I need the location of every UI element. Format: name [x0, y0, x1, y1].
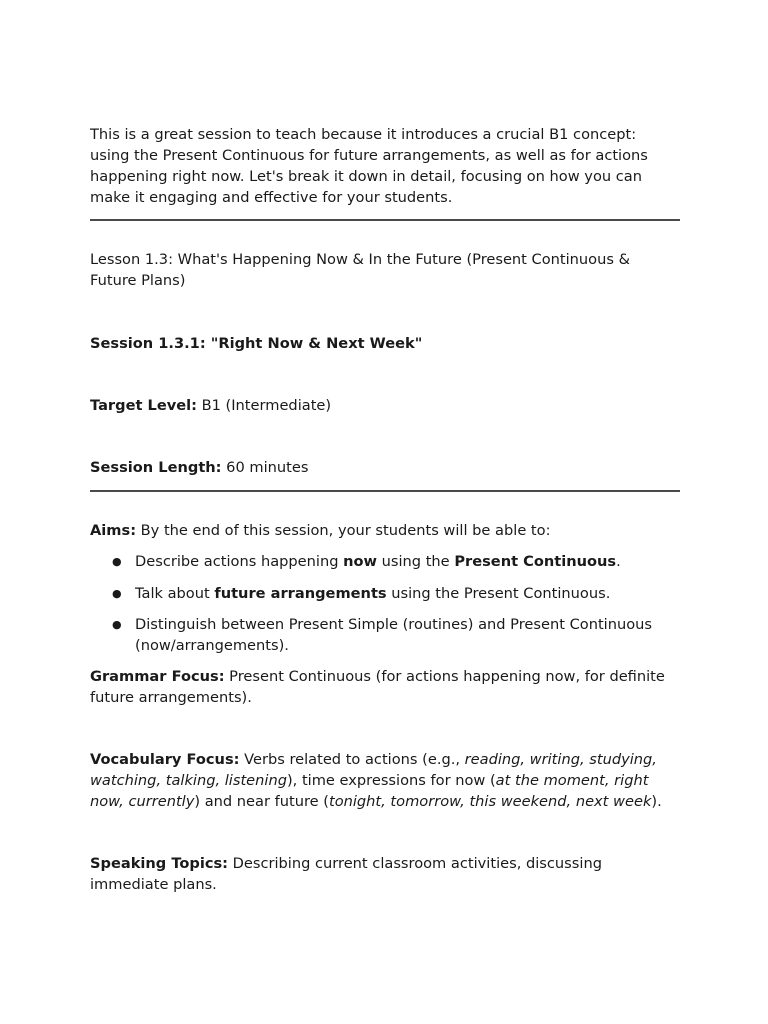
aims-text: By the end of this session, your students will be able to: — [140, 522, 551, 539]
vocab-text: Verbs related to actions (e.g., — [244, 751, 465, 768]
lesson-title: Lesson 1.3: What's Happening Now & In the Future (Present Continuous & Future Plans) — [90, 251, 630, 289]
aim-bold: Present Continuous — [454, 553, 617, 570]
vocab-text: ), time expressions for now ( — [286, 772, 496, 789]
aim-text: Describe actions happening — [135, 553, 344, 570]
aim-bold: future arrangements — [214, 585, 387, 602]
session-length-label: Session Length: — [90, 459, 222, 476]
list-item — [90, 551, 680, 572]
vocab-text: ). — [651, 793, 662, 810]
aims-list — [90, 551, 680, 656]
vocab-italic: reading, writing, studying, watching, talking, listening — [90, 751, 657, 789]
grammar-focus — [90, 666, 680, 708]
divider-1 — [90, 219, 680, 221]
target-level — [90, 395, 680, 416]
list-item — [90, 583, 680, 604]
speaking-topics-label: Speaking Topics: — [90, 855, 228, 872]
speaking-topics-value: Describing current classroom activities, discussing immediate plans. — [90, 855, 602, 893]
aim-text: using the — [377, 553, 455, 570]
vocabulary-focus — [90, 749, 680, 812]
vocabulary-focus-label: Vocabulary Focus: — [90, 751, 240, 768]
list-item — [90, 614, 680, 656]
target-level-label: Target Level: — [90, 397, 197, 414]
intro-paragraph: This is a great session to teach because it introduces a crucial B1 concept: using the Present Continuous for future arrangements, as well as for actions happening right now. Let's break it down in detail, focusing on how you can make it engaging and effective for your students. — [90, 126, 648, 206]
bullet-icon: ● — [112, 618, 122, 631]
document-body — [90, 124, 680, 895]
aim-bold: now — [343, 553, 378, 570]
session-title-text: Session 1.3.1: "Right Now & Next Week" — [90, 335, 423, 352]
aim-text: Distinguish between Present Simple (routines) and Present Continuous (now/arrangements). — [135, 616, 652, 654]
divider-2 — [90, 490, 680, 492]
aim-text: . — [616, 553, 621, 570]
session-length-value: 60 minutes — [226, 459, 309, 476]
vocab-text: ) and near future ( — [194, 793, 329, 810]
grammar-focus-label: Grammar Focus: — [90, 668, 225, 685]
session-length — [90, 457, 680, 478]
grammar-focus-value: Present Continuous (for actions happening now, for definite future arrangements). — [90, 668, 665, 706]
bullet-icon: ● — [112, 587, 122, 600]
aim-text: Talk about — [135, 585, 215, 602]
vocab-italic: tonight, tomorrow, this weekend, next week — [328, 793, 652, 810]
target-level-value: B1 (Intermediate) — [201, 397, 332, 414]
speaking-topics — [90, 853, 680, 895]
aim-text: using the Present Continuous. — [386, 585, 611, 602]
aims — [90, 520, 680, 541]
vocab-italic: at the moment, right now, currently — [90, 772, 649, 810]
aims-label: Aims: — [90, 522, 137, 539]
bullet-icon: ● — [112, 555, 122, 568]
session-title — [90, 333, 680, 354]
